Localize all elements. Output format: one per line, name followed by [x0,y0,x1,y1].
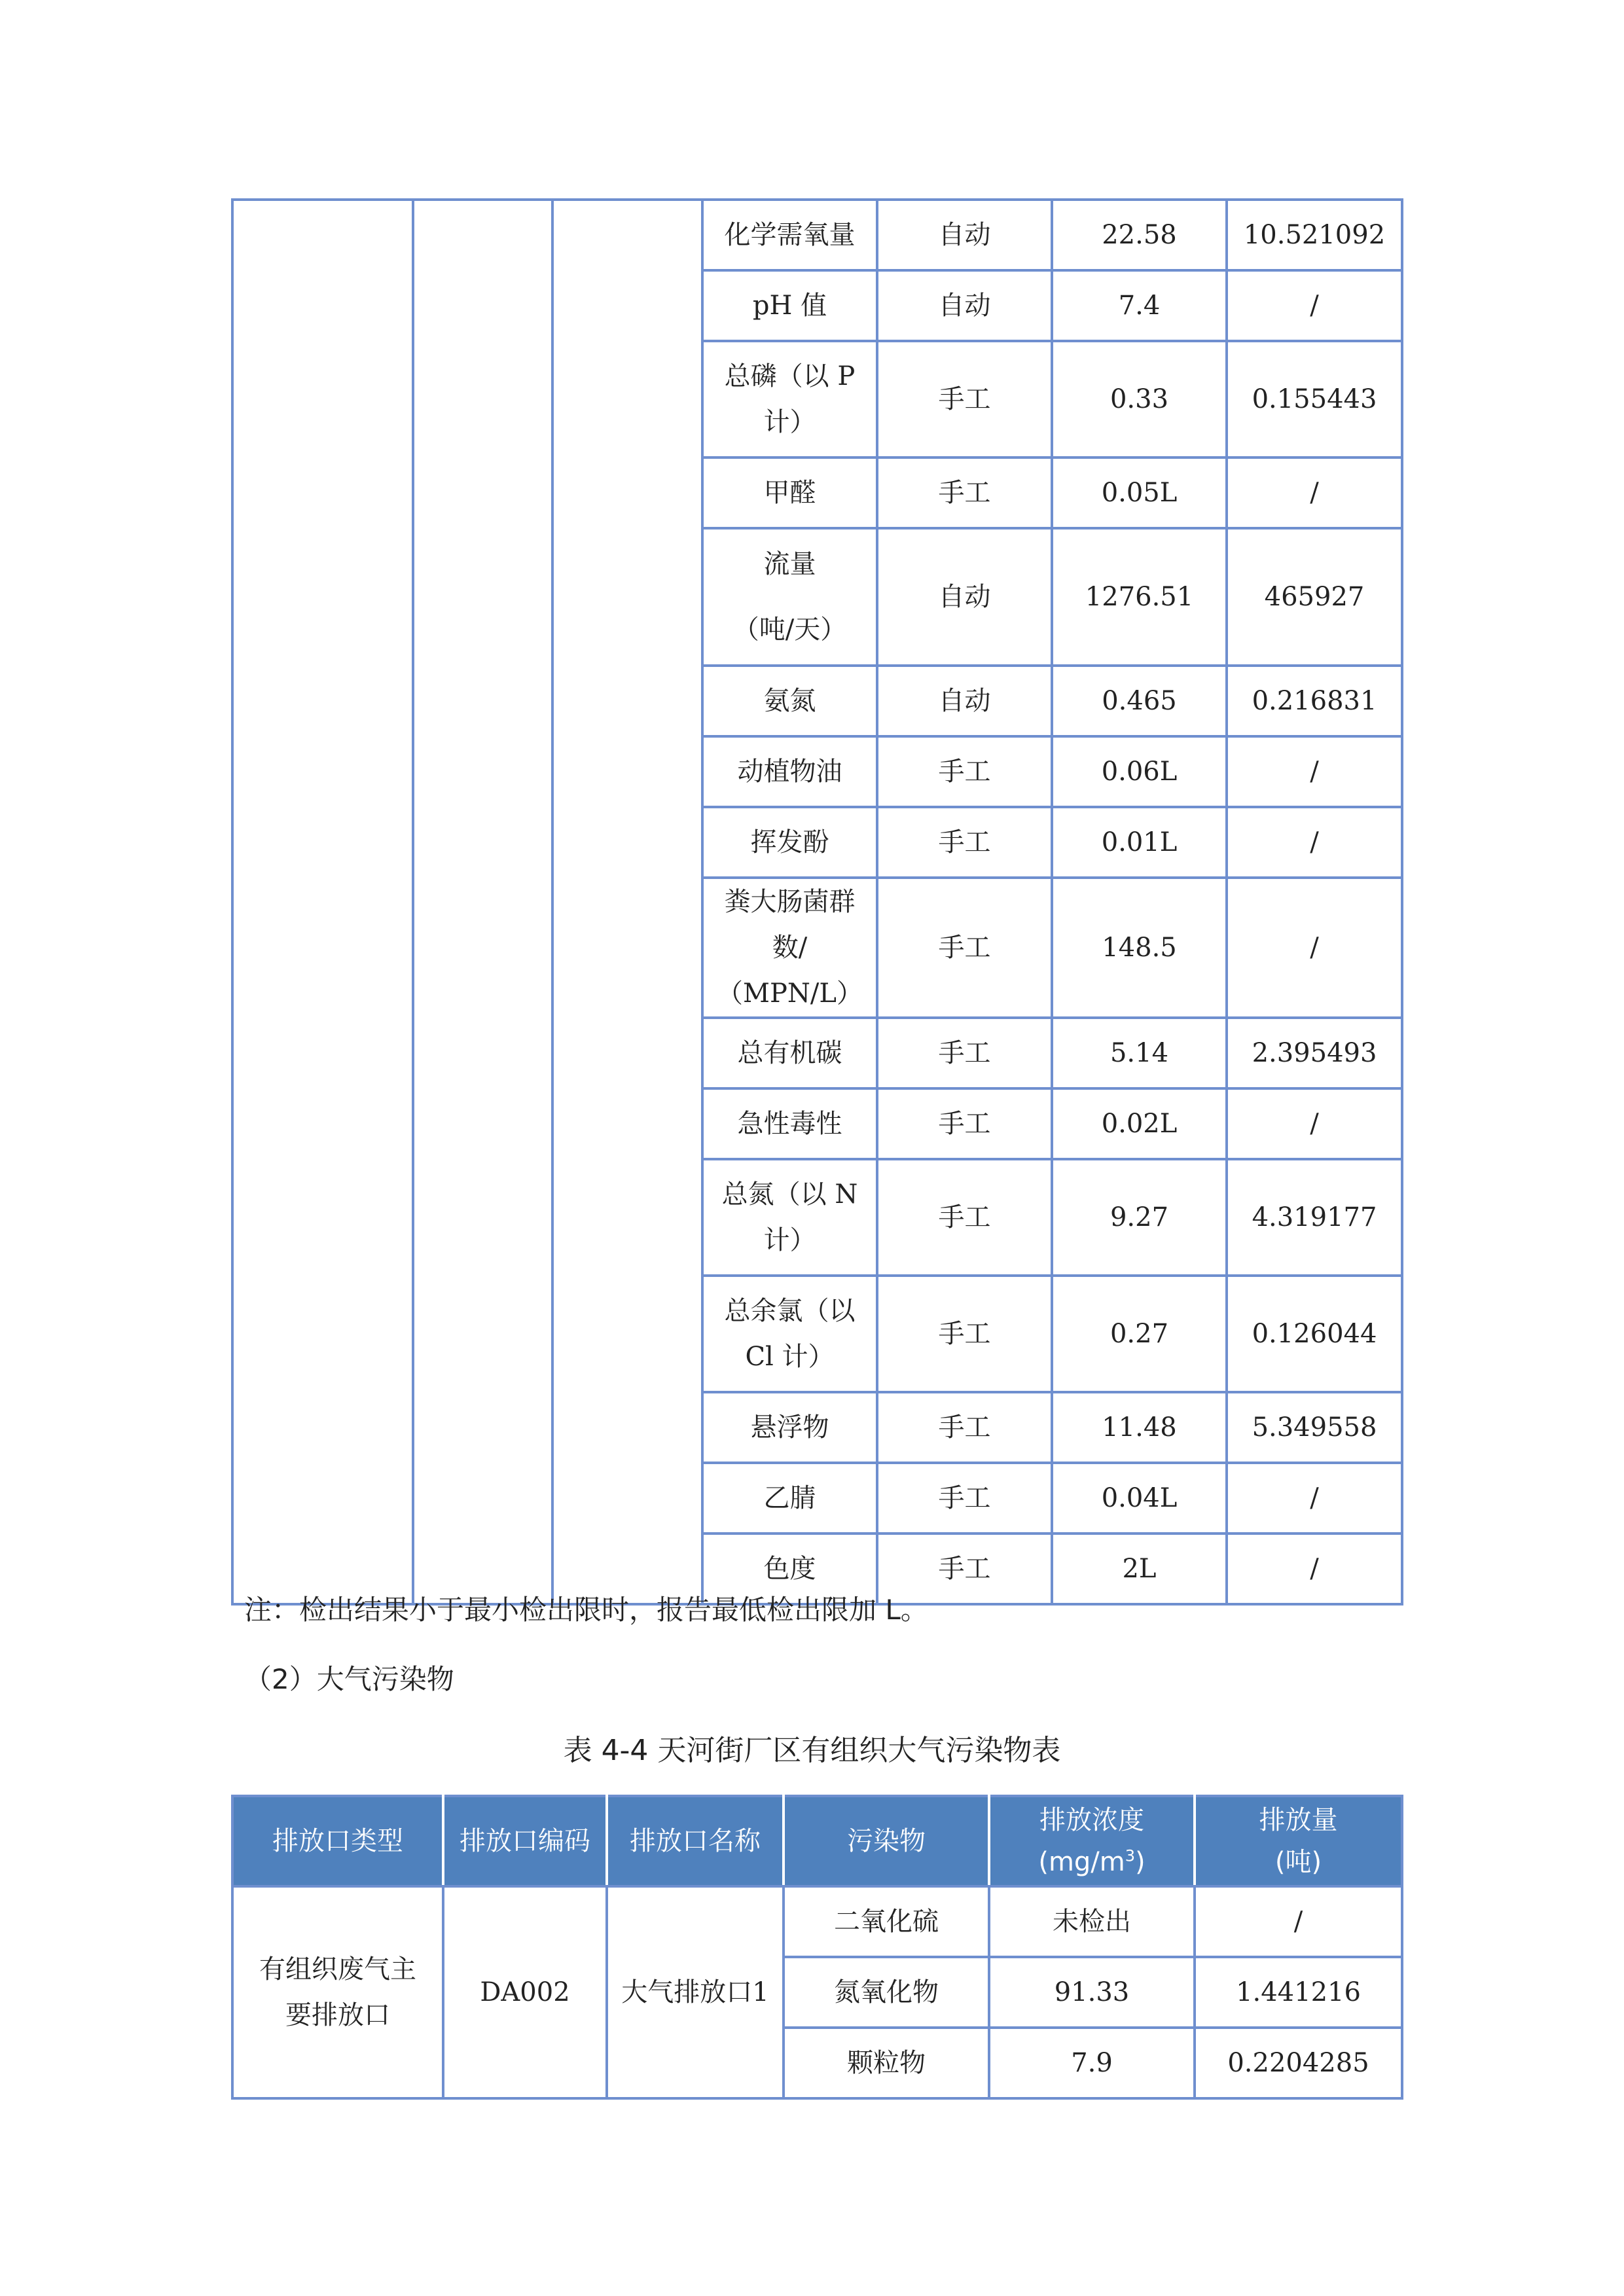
monitoring-method: 手工 [877,457,1052,528]
pollutant-item: 总余氯（以 Cl 计） [702,1276,877,1392]
concentration-value: 0.02L [1052,1088,1227,1159]
emission-amount: / [1227,1088,1402,1159]
monitoring-method: 手工 [877,878,1052,1018]
concentration-value: 0.01L [1052,807,1227,878]
concentration-value: 0.04L [1052,1463,1227,1534]
header-outlet-code: 排放口编码 [443,1796,607,1886]
pollutant-item: 流量 （吨/天） [702,528,877,666]
monitoring-method: 手工 [877,736,1052,807]
air-concentration-value: 未检出 [989,1886,1195,1957]
emission-amount: 10.521092 [1227,200,1402,270]
air-concentration-value: 91.33 [989,1957,1195,2028]
concentration-value: 2L [1052,1534,1227,1604]
air-emission-amount: 0.2204285 [1195,2028,1402,2098]
emission-amount: 0.216831 [1227,666,1402,736]
emission-amount: / [1227,457,1402,528]
concentration-value: 11.48 [1052,1392,1227,1463]
monitoring-method: 自动 [877,528,1052,666]
header-concentration [989,1796,1195,1886]
water-pollutant-table [231,198,1403,1605]
header-pollutant: 污染物 [784,1796,989,1886]
pollutant-item: 色度 [702,1534,877,1604]
concentration-value: 7.4 [1052,270,1227,341]
concentration-value: 1276.51 [1052,528,1227,666]
concentration-value: 0.06L [1052,736,1227,807]
outlet-code-cell: DA002 [443,1886,607,2098]
monitoring-method: 手工 [877,1392,1052,1463]
emission-amount: / [1227,1463,1402,1534]
monitoring-method: 手工 [877,1463,1052,1534]
table-caption: 表 4-4 天河街厂区有组织大气污染物表 [563,1734,1061,1767]
header-amount-unit: (吨) [1274,1847,1322,1877]
monitoring-method: 手工 [877,1159,1052,1276]
emission-amount: 0.126044 [1227,1276,1402,1392]
outlet-name-cell: 大气排放口1 [607,1886,784,2098]
header-outlet-type: 排放口类型 [232,1796,443,1886]
emission-amount: / [1227,270,1402,341]
monitoring-method: 手工 [877,1534,1052,1604]
pollutant-item: 总有机碳 [702,1018,877,1088]
blank-cell-name [552,200,702,1604]
emission-amount: 5.349558 [1227,1392,1402,1463]
emission-amount: / [1227,878,1402,1018]
pollutant-item: 甲醛 [702,457,877,528]
header-outlet-name: 排放口名称 [607,1796,784,1886]
emission-amount: / [1227,807,1402,878]
concentration-value: 0.05L [1052,457,1227,528]
pollutant-item: pH 值 [702,270,877,341]
air-pollutant-item: 氮氧化物 [784,1957,989,2028]
emission-amount: / [1227,736,1402,807]
pollutant-item: 动植物油 [702,736,877,807]
concentration-value: 0.27 [1052,1276,1227,1392]
header-concentration-unit: $(mg/m^3)$ [1038,1846,1146,1877]
emission-amount: 0.155443 [1227,341,1402,457]
monitoring-method: 手工 [877,1088,1052,1159]
monitoring-method: 手工 [877,1018,1052,1088]
emission-amount: 4.319177 [1227,1159,1402,1276]
monitoring-method: 自动 [877,200,1052,270]
header-amount-label: 排放量 [1259,1805,1338,1835]
blank-cell-type [232,200,413,1604]
concentration-value: 0.465 [1052,666,1227,736]
pollutant-item: 悬浮物 [702,1392,877,1463]
emission-amount: 465927 [1227,528,1402,666]
pollutant-item: 急性毒性 [702,1088,877,1159]
table-note: 注：检出结果小于最小检出限时，报告最低检出限加 L。 [244,1594,928,1626]
monitoring-method: 手工 [877,807,1052,878]
concentration-value: 9.27 [1052,1159,1227,1276]
air-pollutant-item: 二氧化硫 [784,1886,989,1957]
monitoring-method: 自动 [877,666,1052,736]
air-pollutant-table [231,1795,1403,2100]
header-concentration-label: 排放浓度 [1039,1805,1144,1835]
monitoring-method: 手工 [877,1276,1052,1392]
monitoring-method: 自动 [877,270,1052,341]
pollutant-item: 粪大肠菌群 数/（MPN/L） [702,878,877,1018]
concentration-value: 148.5 [1052,878,1227,1018]
pollutant-item: 挥发酚 [702,807,877,878]
pollutant-item: 总氮（以 N 计） [702,1159,877,1276]
outlet-type-cell: 有组织废气主要排放口 [232,1886,443,2098]
air-concentration-value: 7.9 [989,2028,1195,2098]
monitoring-method: 手工 [877,341,1052,457]
header-amount [1195,1796,1402,1886]
concentration-value: 5.14 [1052,1018,1227,1088]
pollutant-item: 乙腈 [702,1463,877,1534]
section-heading: （2）大气污染物 [244,1663,454,1695]
air-emission-amount: 1.441216 [1195,1957,1402,2028]
pollutant-item: 化学需氧量 [702,200,877,270]
emission-amount: 2.395493 [1227,1018,1402,1088]
pollutant-item: 氨氮 [702,666,877,736]
blank-cell-code [413,200,552,1604]
air-emission-amount: / [1195,1886,1402,1957]
concentration-value: 0.33 [1052,341,1227,457]
air-pollutant-item: 颗粒物 [784,2028,989,2098]
concentration-value: 22.58 [1052,200,1227,270]
pollutant-item: 总磷（以 P 计） [702,341,877,457]
emission-amount: / [1227,1534,1402,1604]
